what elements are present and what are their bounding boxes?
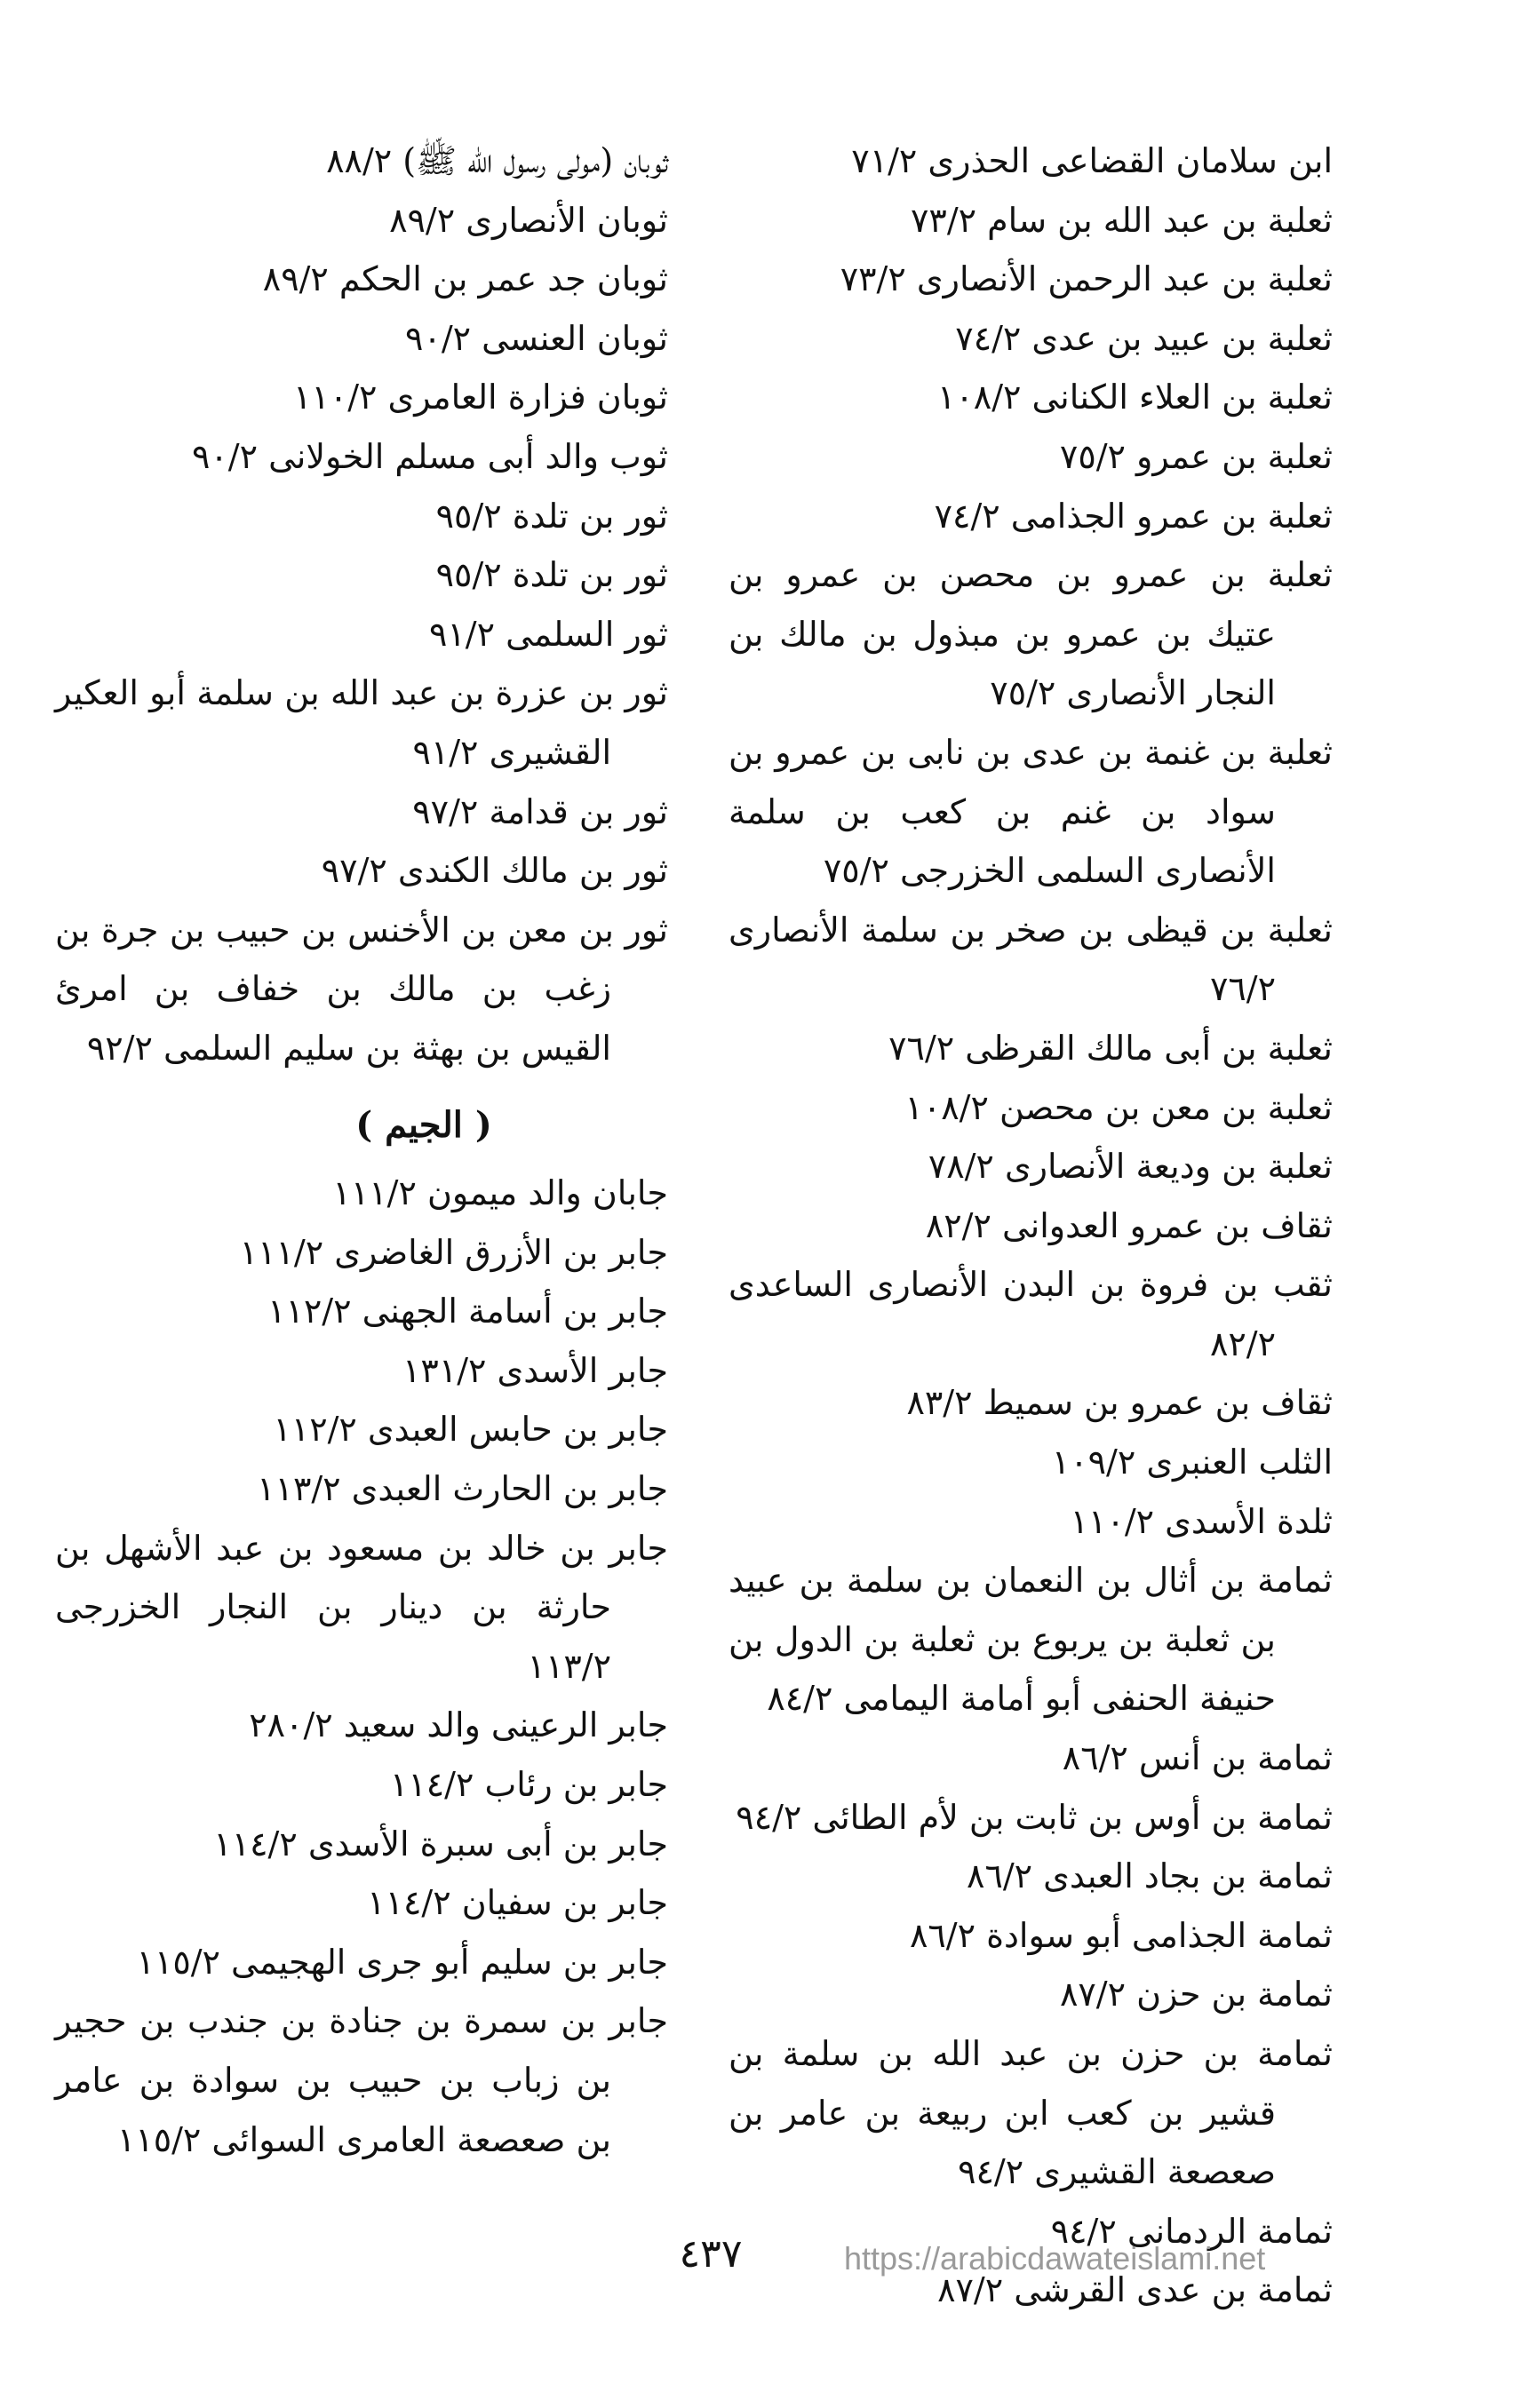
index-entry: ثور بن معن بن الأخنس بن حبيب بن جرة بن زغب بن مالك بن خفاف بن امرئ القيس بن بهثة بن سليم السلمى ٩٢/٢ [55,910,668,1068]
index-entry: جابر بن سليم أبو جرى الهجيمى ١١٥/٢ [136,1942,668,1982]
index-entry: جابر بن أسامة الجهنى ١١٢/٢ [267,1291,668,1331]
index-entry: ثعلبة بن عمرو الجذامى ٧٤/٢ [934,496,1333,536]
index-entry: ثور بن عزرة بن عبد الله بن سلمة أبو العكير القشيرى ٩١/٢ [55,673,668,772]
index-entry: ثور بن قدامة ٩٧/٢ [412,791,668,831]
index-entry: ثور بن مالك الكندى ٩٧/٢ [321,851,668,891]
index-entry: ثعلبة بن أبى مالك القرظى ٧٦/٢ [888,1028,1333,1068]
index-entry: ثوبان فزارة العامرى ١١٠/٢ [292,377,668,417]
index-entry: الثلب العنبرى ١٠٩/٢ [1051,1442,1333,1482]
index-entry: ثعلبة بن غنمة بن عدى بن نابى بن عمرو بن سواد بن غنم بن كعب بن سلمة الأنصارى السلمى الخزرجى ٧٥/٢ [729,732,1333,891]
index-entry: جابر بن الأزرق الغاضرى ١١١/٢ [239,1232,668,1272]
left-column [55,131,668,2169]
index-entry: ثعلبة بن قيظى بن صخر بن سلمة الأنصارى ٧٦/٢ [729,910,1333,1009]
index-entry: ثوب والد أبى مسلم الخولانى ٩٠/٢ [191,436,668,476]
index-entry: ثمامة بن أوس بن ثابت بن لأم الطائى ٩٤/٢ [736,1797,1333,1837]
index-entry: ثوبان جد عمر بن الحكم ٨٩/٢ [262,259,668,299]
index-entry: جابر بن أبى سبرة الأسدى ١١٤/٢ [213,1824,668,1864]
index-entry: ثمامة الردمانى ٩٤/٢ [1050,2211,1333,2251]
index-entry: جابر الأسدى ١٣١/٢ [402,1350,668,1390]
index-entry: جابر بن خالد بن مسعود بن عبد الأشهل بن حارثة بن دينار بن النجار الخزرجى ١١٣/٢ [55,1528,668,1686]
index-entry: ثمامة بن أنس ٨٦/٢ [1062,1738,1333,1778]
index-entry: ثوبان (مولى رسول الله ﷺ) ٨٨/٢ [326,141,668,180]
index-entry: ثعلبة بن وديعة الأنصارى ٧٨/٢ [928,1147,1333,1187]
index-entry: ثعلبة بن عبيد بن عدى ٧٤/٢ [955,318,1333,358]
index-entry: جابر الرعينى والد سعيد ٢٨٠/٢ [249,1705,668,1745]
index-entry: جابر بن حابس العبدى ١١٢/٢ [273,1410,668,1450]
index-entry: ثمامة بن حزن بن عبد الله بن سلمة بن قشير بن كعب ابن ربيعة بن عامر بن صعصعة القشيرى ٩٤/٢ [729,2034,1333,2192]
index-entry: ثور بن تلدة ٩٥/٢ [435,496,668,536]
index-entry: ثمامة بن حزن ٨٧/٢ [1059,1975,1333,2015]
right-column [729,131,1333,2320]
page-number: ٤٣٧ [679,2231,743,2277]
index-entry: ثوبان العنسى ٩٠/٢ [405,318,668,358]
index-entry: ثمامة بن عدى القرشى ٨٧/٢ [937,2270,1333,2310]
index-entry: ثعلبة بن عبد الرحمن الأنصارى ٧٣/٢ [840,259,1333,299]
index-entry: جابر بن رئاب ١١٤/٢ [389,1765,668,1805]
index-entry: ثقاف بن عمرو العدوانى ٨٢/٢ [925,1205,1333,1245]
section-heading-jeem: ( الجيم ) [355,1103,492,1146]
index-entry: ثعلبة بن عمرو ٧٥/٢ [1059,436,1333,476]
index-entry: ثمامة بن بجاد العبدى ٨٦/٢ [967,1856,1333,1896]
index-entry: ثقب بن فروة بن البدن الأنصارى الساعدى ٨٢/٢ [729,1265,1333,1363]
index-entry: جابر بن سمرة بن جنادة بن جندب بن حجير بن زباب بن حبيب بن سوادة بن عامر بن صعصعة العامرى السوائى ١١٥/٢ [55,2001,668,2159]
index-entry: ثعلبة بن معن بن محصن ١٠٨/٢ [904,1087,1333,1127]
index-entry: جابر بن سفيان ١١٤/٢ [367,1883,668,1923]
index-entry: جابان والد ميمون ١١١/٢ [332,1173,668,1213]
watermark-url: https://arabicdawateislami.net [844,2240,1266,2277]
index-entry: ثور السلمى ٩١/٢ [428,614,668,654]
index-entry: ثوبان الأنصارى ٨٩/٢ [389,200,668,240]
index-entry: ثعلبة بن عمرو بن محصن بن عمرو بن عتيك بن عمرو بن مبذول بن مالك بن النجار الأنصارى ٧٥/٢ [729,555,1333,713]
index-entry: ثلدة الأسدى ١١٠/٢ [1070,1501,1333,1541]
index-entry: ثعلبة بن عبد الله بن سام ٧٣/٢ [911,200,1333,240]
index-entry: ابن سلامان القضاعى الحذرى ٧١/٢ [851,141,1333,180]
index-entry: ثمامة الجذامى أبو سوادة ٨٦/٢ [909,1915,1333,1955]
index-entry: ثور بن تلدة ٩٥/٢ [435,555,668,595]
index-entry: ثعلبة بن العلاء الكنانى ١٠٨/٢ [936,377,1333,417]
index-entry: جابر بن الحارث العبدى ١١٣/٢ [257,1469,668,1509]
index-entry: ثقاف بن عمرو بن سميط ٨٣/٢ [906,1383,1333,1423]
index-entry: ثمامة بن أثال بن النعمان بن سلمة بن عبيد بن ثعلبة بن يربوع بن ثعلبة بن الدول بن حنيفة الحنفى أبو أمامة اليمامى ٨٤/٢ [729,1561,1333,1719]
